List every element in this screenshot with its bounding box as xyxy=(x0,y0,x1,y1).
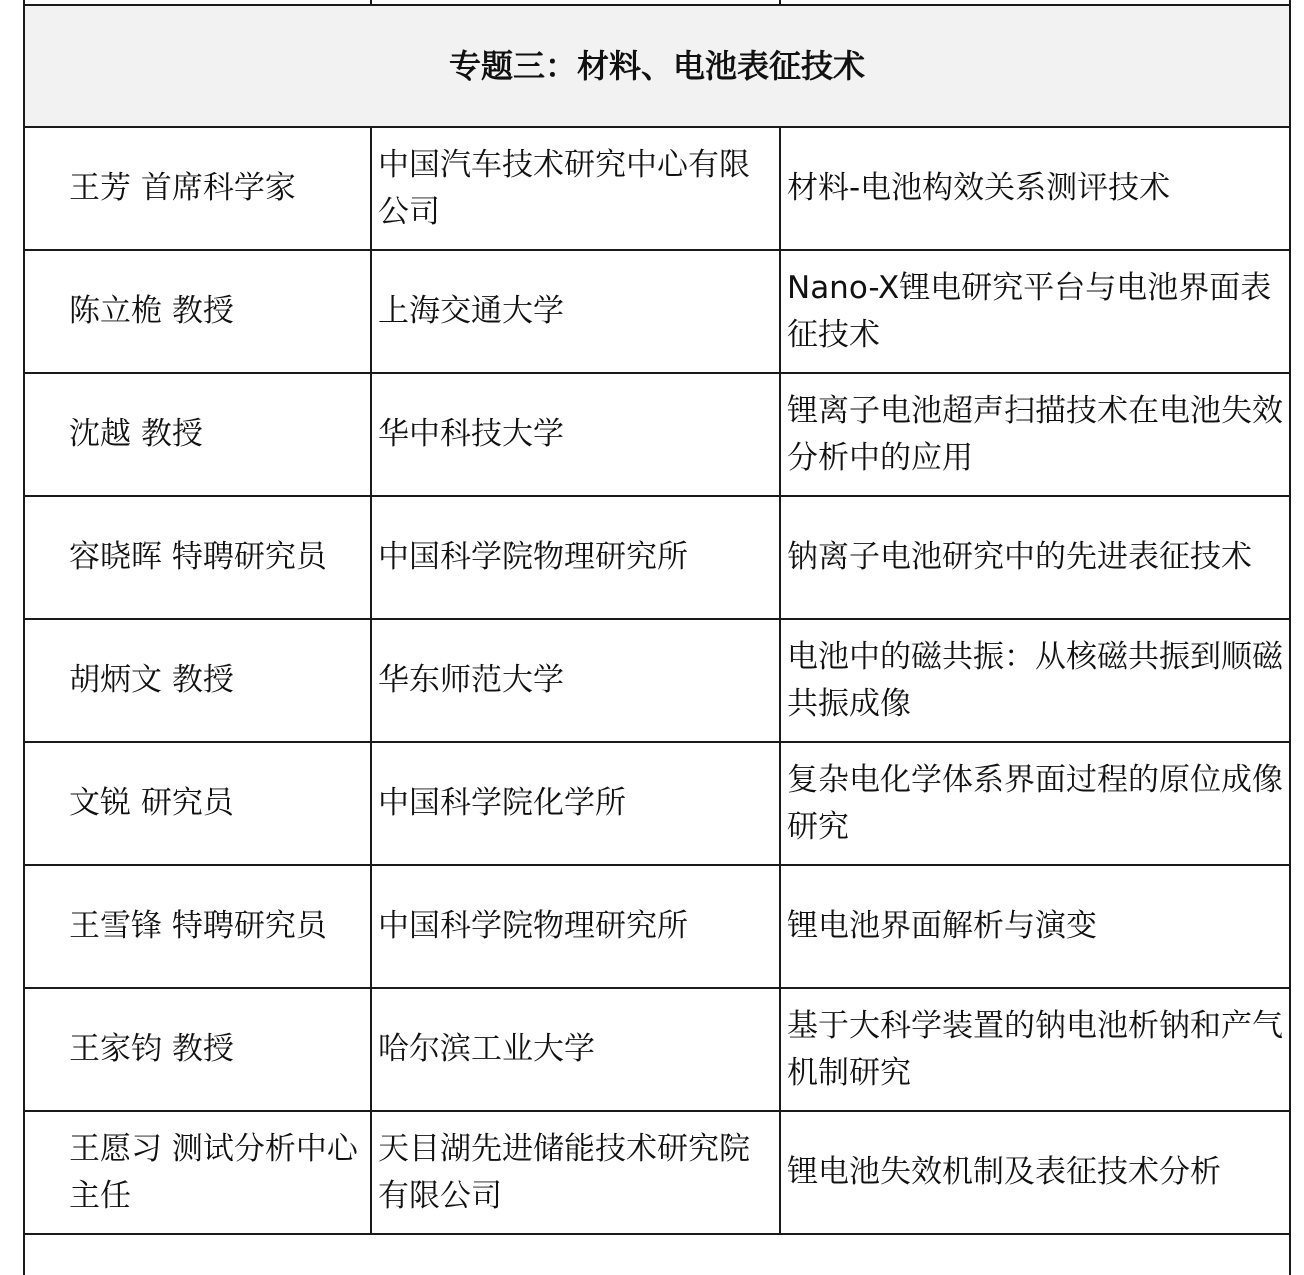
speaker-cell: 王家钧 教授 xyxy=(24,988,371,1111)
topic-cell: 锂电池界面解析与演变 xyxy=(780,865,1290,988)
table-row xyxy=(24,127,1290,250)
schedule-sheet xyxy=(23,0,1289,1241)
table-row xyxy=(24,373,1290,496)
organization-cell: 中国汽车技术研究中心有限公司 xyxy=(371,127,780,250)
topic-cell: 锂离子电池超声扫描技术在电池失效分析中的应用 xyxy=(780,373,1290,496)
section-title: 专题三：材料、电池表征技术 xyxy=(24,5,1290,127)
next-row-remnant xyxy=(24,1234,1290,1275)
topic-cell: 复杂电化学体系界面过程的原位成像研究 xyxy=(780,742,1290,865)
speaker-cell: 王雪锋 特聘研究员 xyxy=(24,865,371,988)
table-row xyxy=(24,250,1290,373)
organization-cell: 天目湖先进储能技术研究院有限公司 xyxy=(371,1111,780,1234)
topic-cell: 基于大科学装置的钠电池析钠和产气机制研究 xyxy=(780,988,1290,1111)
organization-cell: 华中科技大学 xyxy=(371,373,780,496)
table-row xyxy=(24,742,1290,865)
topic-cell: 电池中的磁共振：从核磁共振到顺磁共振成像 xyxy=(780,619,1290,742)
organization-cell: 上海交通大学 xyxy=(371,250,780,373)
topic-cell: 材料-电池构效关系测评技术 xyxy=(780,127,1290,250)
speaker-cell: 沈越 教授 xyxy=(24,373,371,496)
topic-cell: 锂电池失效机制及表征技术分析 xyxy=(780,1111,1290,1234)
topic-cell: 钠离子电池研究中的先进表征技术 xyxy=(780,496,1290,619)
topic-cell: Nano-X锂电研究平台与电池界面表征技术 xyxy=(780,250,1290,373)
organization-cell: 中国科学院物理研究所 xyxy=(371,496,780,619)
speaker-cell: 王芳 首席科学家 xyxy=(24,127,371,250)
speaker-cell: 陈立桅 教授 xyxy=(24,250,371,373)
section-header-row xyxy=(24,5,1290,127)
speaker-cell: 文锐 研究员 xyxy=(24,742,371,865)
speaker-cell: 容晓晖 特聘研究员 xyxy=(24,496,371,619)
organization-cell: 中国科学院化学所 xyxy=(371,742,780,865)
table-row xyxy=(24,619,1290,742)
organization-cell: 中国科学院物理研究所 xyxy=(371,865,780,988)
cell xyxy=(24,1234,1290,1275)
table-row xyxy=(24,496,1290,619)
speaker-schedule-table xyxy=(23,0,1291,1275)
table-row xyxy=(24,1111,1290,1234)
table-row xyxy=(24,988,1290,1111)
speaker-cell: 胡炳文 教授 xyxy=(24,619,371,742)
table-row xyxy=(24,865,1290,988)
organization-cell: 哈尔滨工业大学 xyxy=(371,988,780,1111)
speaker-cell: 王愿习 测试分析中心主任 xyxy=(24,1111,371,1234)
organization-cell: 华东师范大学 xyxy=(371,619,780,742)
